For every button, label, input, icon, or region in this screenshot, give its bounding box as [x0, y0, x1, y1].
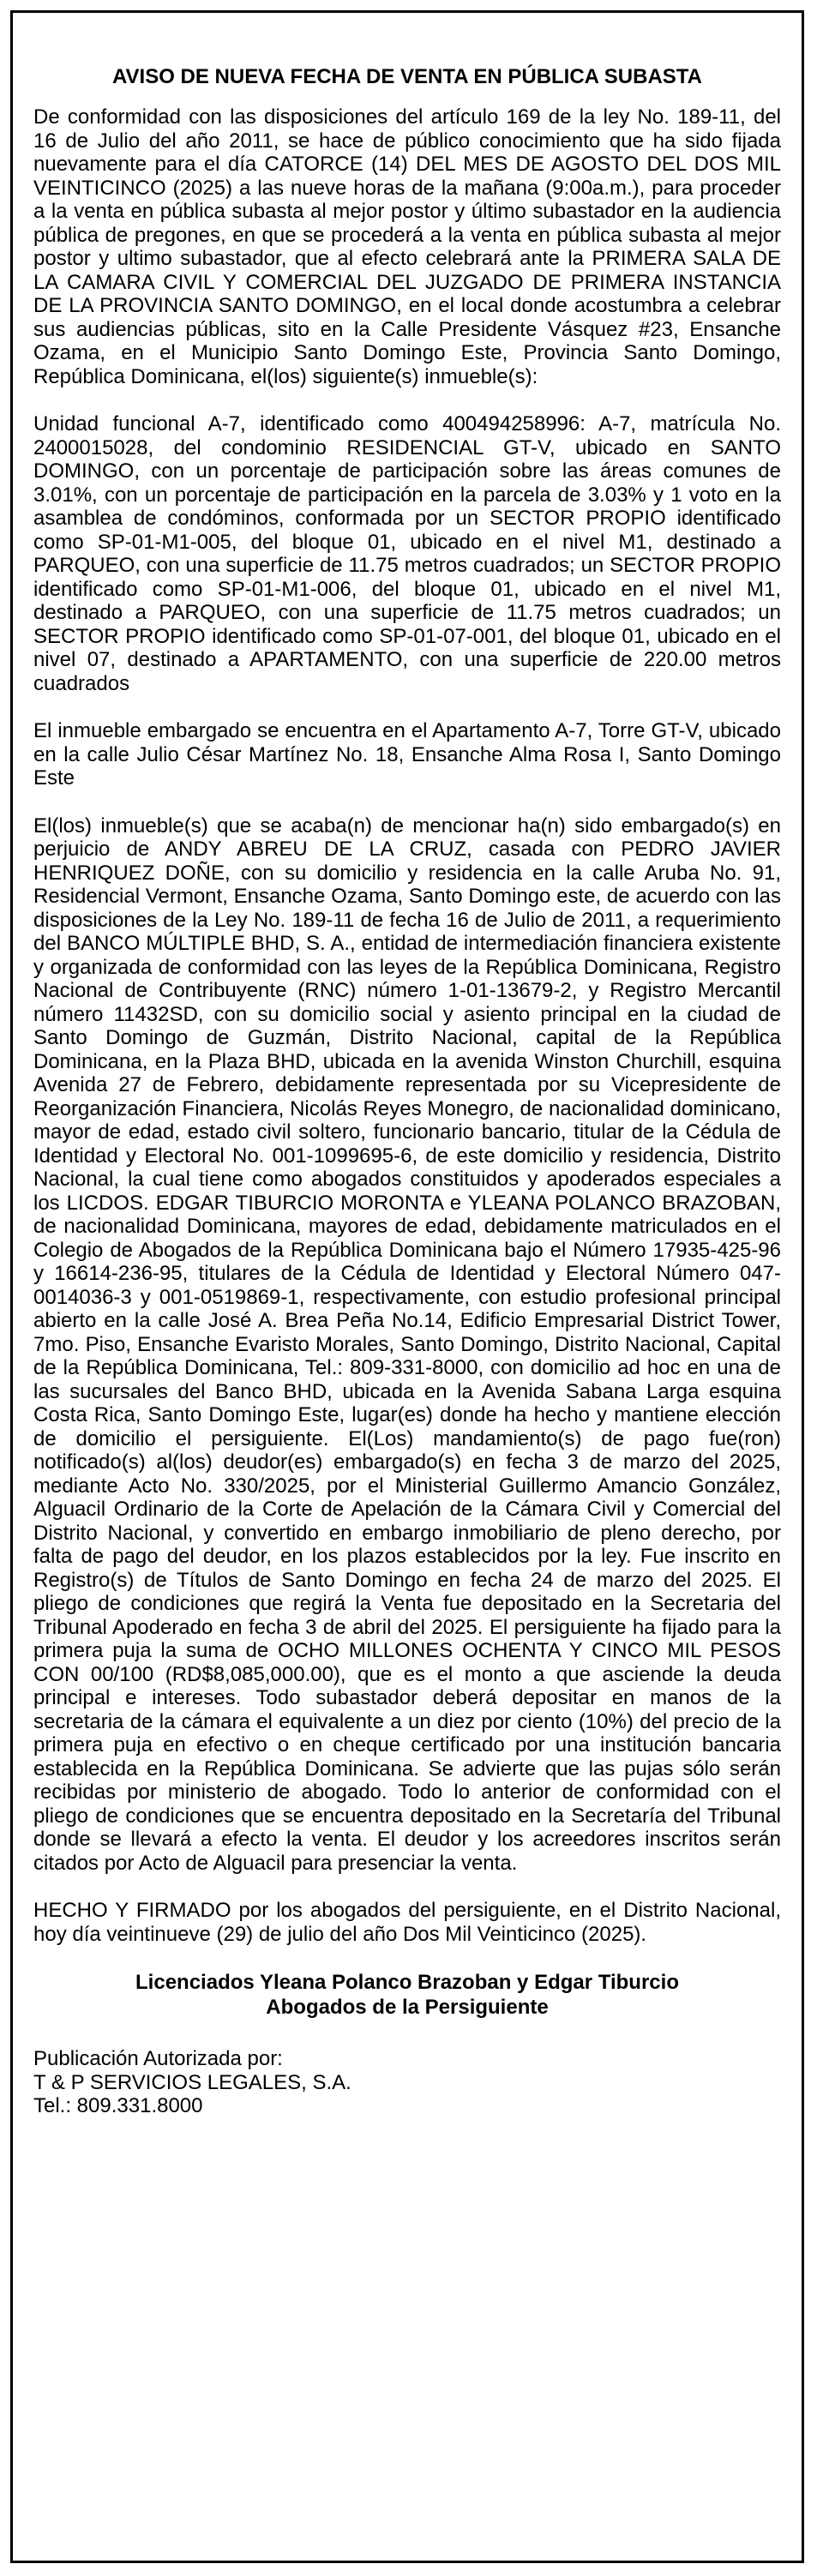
notice-paragraph-property-location: El inmueble embargado se encuentra en el Apartamento A-7, Torre GT-V, ubicado en la calle Julio César Martínez No. 18, Ensanche Alma Rosa I, Santo Domingo Este	[33, 719, 781, 790]
notice-paragraph-signed: HECHO Y FIRMADO por los abogados del persiguiente, en el Distrito Nacional, hoy día veintinueve (29) de julio del año Dos Mil Veinticinco (2025).	[33, 1899, 781, 1946]
notice-paragraph-seizure-details: El(los) inmueble(s) que se acaba(n) de mencionar ha(n) sido embargado(s) en perjuicio de ANDY ABREU DE LA CRUZ, casada con PEDRO JAVIER HENRIQUEZ DOÑE, con su domicilio y residencia en la calle Aruba No. 91, Residencial Vermont, Ensanche Ozama, Santo Domingo este, de acuerdo con las disposiciones de la Ley No. 189-11 de fecha 16 de Julio de 2011, a requerimiento del BANCO MÚLTIPLE BHD, S. A., entidad de intermediación financiera existente y organizada de conformidad con las leyes de la República Dominicana, Registro Nacional de Contribuyente (RNC) número 1-01-13679-2, y Registro Mercantil número 11432SD, con su domicilio social y asiento principal en la ciudad de Santo Domingo de Guzmán, Distrito Nacional, capital de la República Dominicana, en la Plaza BHD, ubicada en la avenida Winston Churchill, esquina Avenida 27 de Febrero, debidamente representada por su Vicepresidente de Reorganización Financiera, Nicolás Reyes Monegro, de nacionalidad dominicano, mayor de edad, estado civil soltero, funcionario bancario, titular de la Cédula de Identidad y Electoral No. 001-1099695-6, de este domicilio y residencia, Distrito Nacional, la cual tiene como abogados constituidos y apoderados especiales a los LICDOS. EDGAR TIBURCIO MORONTA e YLEANA POLANCO BRAZOBAN, de nacionalidad Dominicana, mayores de edad, debidamente matriculados en el Colegio de Abogados de la República Dominicana bajo el Número 17935-425-96 y 16614-236-95, titulares de la Cédula de Identidad y Electoral Número 047-0014036-3 y 001-0519869-1, respectivamente, con estudio profesional principal abierto en la calle José A. Brea Peña No.14, Edificio Empresarial District Tower, 7mo. Piso, Ensanche Evaristo Morales, Santo Domingo, Distrito Nacional, Capital de la República Dominicana, Tel.: 809-331-8000, con domicilio ad hoc en una de las sucursales del Banco BHD, ubicada en la Avenida Sabana Larga esquina Costa Rica, Santo Domingo Este, lugar(es) donde ha hecho y mantiene elección de domicilio el persiguiente. El(Los) mandamiento(s) de pago fue(ron) notificado(s) al(los) deudor(es) embargado(s) en fecha 3 de marzo del 2025, mediante Acto No. 330/2025, por el Ministerial Guillermo Amancio González, Alguacil Ordinario de la Corte de Apelación de la Cámara Civil y Comercial del Distrito Nacional, y convertido en embargo inmobiliario de pleno derecho, por falta de pago del deudor, en los plazos establecidos por la ley. Fue inscrito en Registro(s) de Títulos de Santo Domingo en fecha 24 de marzo del 2025. El pliego de condiciones que regirá la Venta fue depositado en la Secretaria del Tribunal Apoderado en fecha 3 de abril del 2025. El persiguiente ha fijado para la primera puja la suma de OCHO MILLONES OCHENTA Y CINCO MIL PESOS CON 00/100 (RD$8,085,000.00), que es el monto a que asciende la deuda principal e intereses. Todo subastador deberá depositar en manos de la secretaria de la cámara el equivalente a un diez por ciento (10%) del precio de la primera puja en efectivo o en cheque certificado por una institución bancaria establecida en la República Dominicana. Se advierte que las pujas sólo serán recibidas por ministerio de abogado. Todo lo anterior de conformidad con el pliego de condiciones que se encuentra depositado en la Secretaría del Tribunal donde se llevará a efecto la venta. El deudor y los acreedores inscritos serán citados por Acto de Alguacil para presenciar la venta.	[33, 814, 781, 1875]
notice-border-frame	[10, 10, 804, 2563]
footer-company-name: T & P SERVICIOS LEGALES, S.A.	[33, 2070, 351, 2094]
footer-authorized-label: Publicación Autorizada por:	[33, 2047, 283, 2070]
publication-footer	[33, 2047, 781, 2118]
footer-phone: Tel.: 809.331.8000	[33, 2094, 203, 2117]
notice-paragraph-property-description: Unidad funcional A-7, identificado como 400494258996: A-7, matrícula No. 2400015028, del condominio RESIDENCIAL GT-V, ubicado en SANTO DOMINGO, con un porcentaje de participación sobre las áreas comunes de 3.01%, con un porcentaje de participación en la parcela de 3.03% y 1 voto en la asamblea de condóminos, conformada por un SECTOR PROPIO identificado como SP-01-M1-005, del bloque 01, ubicado en el nivel M1, destinado a PARQUEO, con una superficie de 11.75 metros cuadrados; un SECTOR PROPIO identificado como SP-01-M1-006, del bloque 01, ubicado en el nivel M1, destinado a PARQUEO, con una superficie de 11.75 metros cuadrados; un SECTOR PROPIO identificado como SP-01-07-001, del bloque 01, ubicado en el nivel 07, destinado a APARTAMENTO, con una superficie de 220.00 metros cuadrados	[33, 412, 781, 695]
notice-body	[33, 64, 781, 2118]
notice-paragraph-announcement: De conformidad con las disposiciones del artículo 169 de la ley No. 189-11, del 16 de Julio del año 2011, se hace de público conocimiento que ha sido fijada nuevamente para el día CATORCE (14) DEL MES DE AGOSTO DEL DOS MIL VEINTICINCO (2025) a las nueve horas de la mañana (9:00a.m.), para proceder a la venta en pública subasta al mejor postor y último subastador en la audiencia pública de pregones, en que se procederá a la venta en pública subasta al mejor postor y ultimo subastador, que al efecto celebrará ante la PRIMERA SALA DE LA CAMARA CIVIL Y COMERCIAL DEL JUZGADO DE PRIMERA INSTANCIA DE LA PROVINCIA SANTO DOMINGO, en el local donde acostumbra a celebrar sus audiencias públicas, sito en la Calle Presidente Vásquez #23, Ensanche Ozama, en el Municipio Santo Domingo Este, Provincia Santo Domingo, República Dominicana, el(los) siguiente(s) inmueble(s):	[33, 105, 781, 388]
notice-title: AVISO DE NUEVA FECHA DE VENTA EN PÚBLICA SUBASTA	[111, 65, 703, 88]
lawyers-signature-block: Licenciados Yleana Polanco Brazoban y Edgar Tiburcio Abogados de la Persiguiente	[135, 1971, 679, 2019]
